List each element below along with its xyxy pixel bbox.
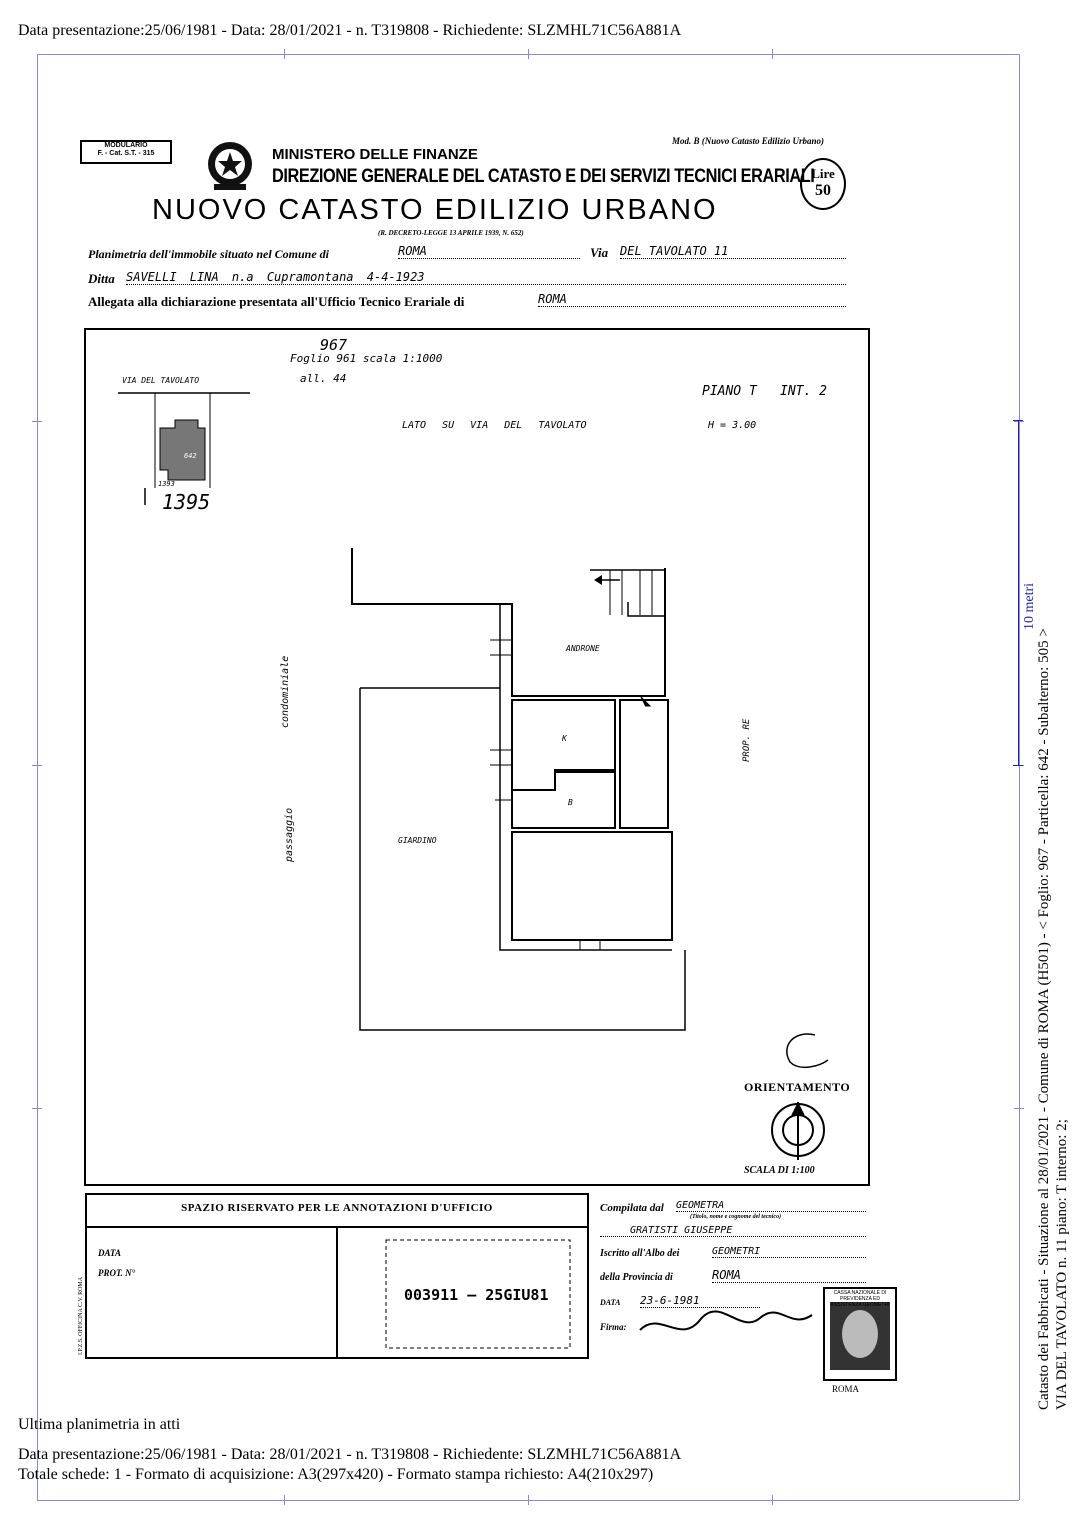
room-b: B (568, 798, 573, 807)
locator-particella: 642 (184, 452, 197, 460)
orientation-label: ORIENTAMENTO (744, 1080, 851, 1094)
piano-label: PIANO T (702, 384, 757, 399)
provincia-value: ROMA (712, 1268, 866, 1283)
foglio-correction: 967 (320, 336, 348, 354)
iscritto-label: Iscritto all'Albo dei (600, 1248, 680, 1259)
compilata-hint: (Titolo, nome e cognome del tecnico) (690, 1214, 782, 1220)
decree-label: (R. DECRETO-LEGGE 13 APRILE 1939, N. 652) (378, 229, 524, 237)
reserved-space-title: SPAZIO RISERVATO PER LE ANNOTAZIONI D'UFFICIO (181, 1202, 493, 1214)
locator-particella2: 1393 (158, 480, 175, 488)
office-stamp-number: 003911 — 25GIU81 (404, 1286, 549, 1304)
via-label: Via (590, 245, 609, 260)
allegata-label: Allegata alla dichiarazione presentata all'Ufficio Tecnico Erariale di (88, 294, 465, 309)
compilata-title: GEOMETRA (676, 1200, 866, 1212)
ditta-label: Ditta (88, 271, 115, 286)
locator-particella-big: 1395 (162, 490, 211, 514)
interno-label: INT. 2 (780, 384, 827, 399)
data-label-2: DATA (600, 1298, 621, 1307)
iscritto-value: GEOMETRI (712, 1246, 866, 1258)
side-text-line2: VIA DEL TAVOLATO n. 11 piano: T interno: 2; (1054, 1119, 1070, 1410)
compilata-name: GRATISTI GIUSEPPE (600, 1225, 866, 1237)
room-androne: ANDRONE (566, 644, 600, 653)
condominiale-label: condominiale (280, 655, 291, 728)
passaggio-label: passaggio (284, 807, 295, 862)
room-giardino: GIARDINO (398, 836, 437, 845)
prot-label: PROT. N° (98, 1268, 136, 1278)
ministry-title: MINISTERO DELLE FINANZE (272, 146, 478, 163)
allegata-value: ROMA (538, 292, 846, 307)
compilata-label: Compilata dal (600, 1202, 664, 1214)
provincia-label: della Provincia di (600, 1272, 673, 1283)
scale-bar-label: 10 metri (1022, 582, 1037, 630)
lire-value: 50 (815, 182, 831, 199)
direction-title: DIREZIONE GENERALE DEL CATASTO E DEI SERVIZI TECNICI ERARIALI (272, 166, 815, 187)
comune-value: ROMA (398, 244, 580, 259)
ditta-value: SAVELLI LINA n.a Cupramontana 4-4-1923 (126, 270, 846, 285)
scale-label: SCALA DI 1:100 (744, 1165, 815, 1176)
header-line: Data presentazione:25/06/1981 - Data: 28/01/2021 - n. T319808 - Richiedente: SLZMHL71C56A881A (18, 22, 682, 39)
side-text-line1: Catasto dei Fabbricati - Situazione al 28/01/2021 - Comune di ROMA (H501) - < Foglio: 967 - Particella: 642 - Subalterno: 505 > (1036, 628, 1052, 1410)
prop-label: PROP. RE (742, 718, 752, 762)
data-value: 23-6-1981 (640, 1294, 760, 1308)
lato-label: LATO SU VIA DEL TAVOLATO (402, 420, 587, 431)
revenue-stamp-city: ROMA (832, 1384, 860, 1394)
lire-label: Lire (811, 166, 835, 181)
all-label: all. 44 (300, 372, 347, 385)
locator-street: VIA DEL TAVOLATO (122, 376, 200, 385)
firma-label: Firma: (600, 1322, 627, 1332)
data-label: DATA (98, 1248, 122, 1258)
mod-b-label: Mod. B (Nuovo Catasto Edilizio Urbano) (672, 136, 825, 146)
revenue-stamp-text: CASSA NAZIONALE DI PREVIDENZA ED ASSISTENZA GEOMETRI (830, 1290, 890, 1308)
form-title: NUOVO CATASTO EDILIZIO URBANO (152, 194, 718, 226)
footer-line2: Totale schede: 1 - Formato di acquisizione: A3(297x420) - Formato stampa richiesto: A4(210x297) (18, 1466, 654, 1483)
footer-line1: Data presentazione:25/06/1981 - Data: 28/01/2021 - n. T319808 - Richiedente: SLZMHL71C56A881A (18, 1446, 682, 1463)
modulario-label: MODULARIO (104, 142, 148, 149)
printer-label: I.P.Z.S. OFFICINA C.V. ROMA (78, 1276, 84, 1355)
modulario-sub: F. - Cat. S.T. - 315 (97, 150, 155, 157)
foglio-label: Foglio 961 scala 1:1000 (290, 352, 443, 365)
plan-label: Planimetria dell'immobile situato nel Comune di (88, 247, 330, 261)
footer-last-plan: Ultima planimetria in atti (18, 1416, 181, 1433)
via-value: DEL TAVOLATO 11 (620, 244, 846, 259)
room-k: K (562, 734, 567, 743)
height-label: H = 3.00 (708, 420, 757, 431)
